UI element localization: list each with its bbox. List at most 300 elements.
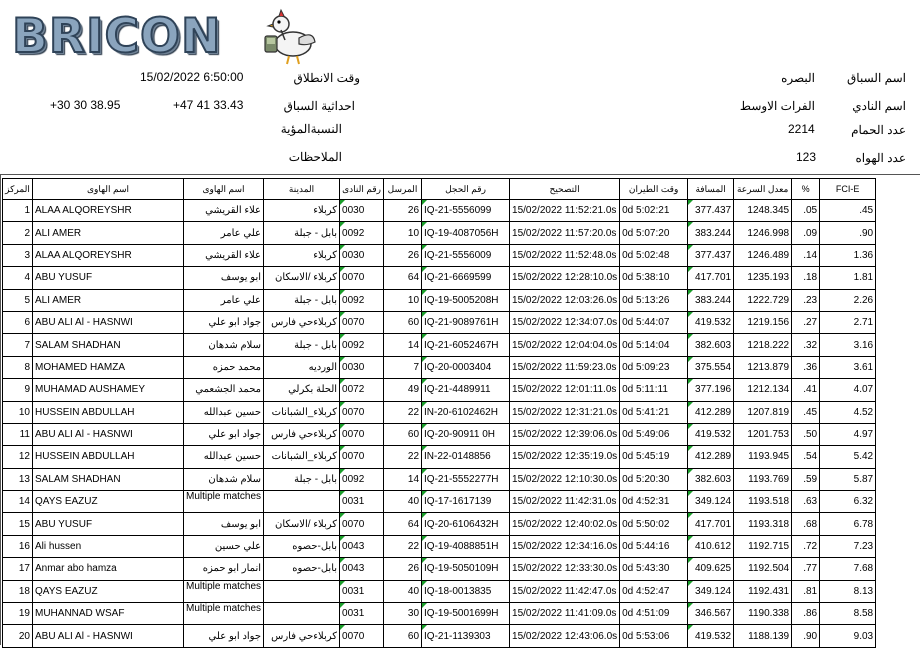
cell-name: QAYS EAZUZ	[33, 491, 184, 513]
cell-distance: 349.124	[688, 491, 734, 513]
cell-fci: 3.61	[820, 356, 876, 378]
cell-flight: 0d 4:52:47	[620, 580, 688, 602]
table-row	[3, 222, 876, 244]
cell-sender: 40	[384, 580, 422, 602]
race-name-value: البصره	[781, 71, 815, 85]
cell-club: 0092	[340, 468, 384, 490]
cell-clock: 15/02/2022 11:52:48.0s	[510, 244, 620, 266]
cell-flight: 0d 5:44:16	[620, 535, 688, 557]
cell-distance: 346.567	[688, 603, 734, 625]
cell-name: ABU ALI Al - HASNWI	[33, 423, 184, 445]
cell-ring: IQ-21-6669599	[422, 267, 510, 289]
cell-distance: 417.701	[688, 267, 734, 289]
cell-flight: 0d 5:44:07	[620, 311, 688, 333]
cell-name-ar: حسين عبدالله	[184, 401, 264, 423]
cell-clock: 15/02/2022 11:57:20.0s	[510, 222, 620, 244]
cell-name-ar: جواد ابو علي	[184, 311, 264, 333]
cell-flight: 0d 5:02:21	[620, 200, 688, 222]
cell-city: بابل - جبلة	[264, 468, 340, 490]
cell-city: بابل - جبلة	[264, 289, 340, 311]
cell-rank: 10	[3, 401, 33, 423]
cell-name-ar: سلام شدهان	[184, 334, 264, 356]
cell-club: 0043	[340, 535, 384, 557]
cell-fci: 6.78	[820, 513, 876, 535]
cell-pct: .23	[792, 289, 820, 311]
cell-name: ABU YUSUF	[33, 267, 184, 289]
header-fancier-en: اسم الهاوى	[33, 179, 184, 200]
cell-rank: 12	[3, 446, 33, 468]
cell-fci: 2.26	[820, 289, 876, 311]
header-rank: المركز	[3, 179, 33, 200]
cell-pct: .86	[792, 603, 820, 625]
cell-name: ALI AMER	[33, 222, 184, 244]
cell-sender: 22	[384, 535, 422, 557]
cell-ring: IQ-20-90911 0H	[422, 423, 510, 445]
cell-name-ar: ابو يوسف	[184, 513, 264, 535]
cell-fci: 4.97	[820, 423, 876, 445]
cell-city	[264, 603, 340, 625]
cell-city: كربلاء	[264, 200, 340, 222]
fanciers-count-label: عدد الهواه	[855, 151, 906, 165]
cell-sender: 7	[384, 356, 422, 378]
cell-clock: 15/02/2022 11:42:47.0s	[510, 580, 620, 602]
cell-rank: 9	[3, 379, 33, 401]
cell-club: 0092	[340, 222, 384, 244]
cell-flight: 0d 5:53:06	[620, 625, 688, 647]
cell-clock: 15/02/2022 11:59:23.0s	[510, 356, 620, 378]
cell-distance: 382.603	[688, 468, 734, 490]
cell-name-ar: علي عامر	[184, 289, 264, 311]
cell-distance: 412.289	[688, 401, 734, 423]
cell-speed: 1192.715	[734, 535, 792, 557]
cell-name: HUSSEIN ABDULLAH	[33, 446, 184, 468]
cell-name: ABU ALI Al - HASNWI	[33, 311, 184, 333]
cell-club: 0030	[340, 356, 384, 378]
cell-clock: 15/02/2022 12:01:11.0s	[510, 379, 620, 401]
cell-rank: 1	[3, 200, 33, 222]
cell-sender: 60	[384, 423, 422, 445]
cell-ring: IQ-21-5552277H	[422, 468, 510, 490]
cell-city: كربلاء_الشبانات	[264, 446, 340, 468]
cell-city: بابل - جبلة	[264, 222, 340, 244]
club-name-value: الفرات الاوسط	[739, 99, 815, 113]
cell-clock: 15/02/2022 12:31:21.0s	[510, 401, 620, 423]
cell-sender: 26	[384, 558, 422, 580]
cell-speed: 1201.753	[734, 423, 792, 445]
cell-speed: 1188.139	[734, 625, 792, 647]
cell-sender: 22	[384, 401, 422, 423]
cell-name: Anmar abo hamza	[33, 558, 184, 580]
cell-pct: .36	[792, 356, 820, 378]
cell-distance: 412.289	[688, 446, 734, 468]
cell-rank: 17	[3, 558, 33, 580]
cell-sender: 10	[384, 289, 422, 311]
cell-club: 0043	[340, 558, 384, 580]
table-header	[3, 179, 876, 200]
cell-distance: 383.244	[688, 289, 734, 311]
table-row	[3, 423, 876, 445]
cell-clock: 15/02/2022 12:40:02.0s	[510, 513, 620, 535]
race-coordinates-label: احداثية السباق	[283, 99, 355, 113]
cell-fci: 8.58	[820, 603, 876, 625]
cell-ring: IQ-21-5556009	[422, 244, 510, 266]
cell-flight: 0d 5:13:26	[620, 289, 688, 311]
cell-speed: 1212.134	[734, 379, 792, 401]
cell-flight: 0d 4:51:09	[620, 603, 688, 625]
cell-pct: .45	[792, 401, 820, 423]
cell-pct: .59	[792, 468, 820, 490]
cell-pct: .54	[792, 446, 820, 468]
cell-name-ar: جواد ابو علي	[184, 625, 264, 647]
cell-speed: 1193.518	[734, 491, 792, 513]
cell-distance: 410.612	[688, 535, 734, 557]
cell-name: HUSSEIN ABDULLAH	[33, 401, 184, 423]
header-ring: رقم الحجل	[422, 179, 510, 200]
coordinate-lon: +30 30 38.95	[50, 98, 121, 112]
cell-speed: 1222.729	[734, 289, 792, 311]
cell-club: 0070	[340, 513, 384, 535]
cell-ring: IQ-19-5001699H	[422, 603, 510, 625]
pigeons-count-value: 2214	[788, 122, 815, 136]
table-row	[3, 446, 876, 468]
cell-rank: 13	[3, 468, 33, 490]
header-club-no: رقم النادى	[340, 179, 384, 200]
cell-name: MUHAMAD AUSHAMEY	[33, 379, 184, 401]
cell-sender: 64	[384, 267, 422, 289]
cell-fci: 1.81	[820, 267, 876, 289]
cell-distance: 382.603	[688, 334, 734, 356]
cell-pct: .68	[792, 513, 820, 535]
cell-city: كربلاءحي فارس	[264, 625, 340, 647]
fanciers-count-value: 123	[796, 150, 817, 164]
cell-name: SALAM SHADHAN	[33, 468, 184, 490]
cell-rank: 15	[3, 513, 33, 535]
cell-name: ALI AMER	[33, 289, 184, 311]
cell-fci: 3.16	[820, 334, 876, 356]
release-time-value: 15/02/2022 6:50:00	[140, 70, 244, 84]
cell-rank: 4	[3, 267, 33, 289]
cell-ring: IQ-17-1617139	[422, 491, 510, 513]
cell-name: MUHANNAD WSAF	[33, 603, 184, 625]
table-row	[3, 491, 876, 513]
cell-pct: .50	[792, 423, 820, 445]
cell-fci: .45	[820, 200, 876, 222]
table-row	[3, 401, 876, 423]
race-name-label: اسم السباق	[847, 71, 906, 85]
cell-flight: 0d 5:11:11	[620, 379, 688, 401]
cell-ring: IN-22-0148856	[422, 446, 510, 468]
cell-name-ar: محمد الجشعمي	[184, 379, 264, 401]
cell-fci: 1.36	[820, 244, 876, 266]
cell-city: الحلة بكرلي	[264, 379, 340, 401]
cell-city: الورديه	[264, 356, 340, 378]
cell-city	[264, 580, 340, 602]
cell-ring: IQ-20-0003404	[422, 356, 510, 378]
cell-speed: 1192.431	[734, 580, 792, 602]
cell-fci: 7.23	[820, 535, 876, 557]
header-fci: FCI-E	[820, 179, 876, 200]
cell-rank: 5	[3, 289, 33, 311]
percent-label: النسبةالمؤية	[280, 122, 342, 136]
cell-club: 0070	[340, 446, 384, 468]
cell-speed: 1248.345	[734, 200, 792, 222]
cell-distance: 377.196	[688, 379, 734, 401]
cell-clock: 15/02/2022 11:41:09.0s	[510, 603, 620, 625]
cell-club: 0070	[340, 401, 384, 423]
cell-club: 0070	[340, 267, 384, 289]
cell-ring: IN-20-6102462H	[422, 401, 510, 423]
table-row	[3, 289, 876, 311]
cell-name-ar: علي عامر	[184, 222, 264, 244]
cell-rank: 8	[3, 356, 33, 378]
cell-rank: 14	[3, 491, 33, 513]
cell-distance: 417.701	[688, 513, 734, 535]
cell-club: 0070	[340, 311, 384, 333]
header-city: المدينة	[264, 179, 340, 200]
cell-speed: 1193.318	[734, 513, 792, 535]
cell-club: 0092	[340, 289, 384, 311]
cell-distance: 419.532	[688, 423, 734, 445]
cell-ring: IQ-19-4087056H	[422, 222, 510, 244]
cell-name: ALAA ALQOREYSHR	[33, 244, 184, 266]
cell-name: SALAM SHADHAN	[33, 334, 184, 356]
cell-speed: 1213.879	[734, 356, 792, 378]
cell-speed: 1193.945	[734, 446, 792, 468]
cell-name-ar: علاء القريشي	[184, 244, 264, 266]
cell-pct: .27	[792, 311, 820, 333]
cell-clock: 15/02/2022 11:42:31.0s	[510, 491, 620, 513]
cell-flight: 0d 5:43:30	[620, 558, 688, 580]
cell-distance: 419.532	[688, 311, 734, 333]
header-fancier-ar: اسم الهاوى	[184, 179, 264, 200]
table-row	[3, 513, 876, 535]
cell-sender: 22	[384, 446, 422, 468]
cell-ring: IQ-21-5556099	[422, 200, 510, 222]
cell-rank: 6	[3, 311, 33, 333]
cell-clock: 15/02/2022 12:04:04.0s	[510, 334, 620, 356]
cell-clock: 15/02/2022 12:39:06.0s	[510, 423, 620, 445]
cell-ring: IQ-21-4489911	[422, 379, 510, 401]
cell-name: MOHAMED HAMZA	[33, 356, 184, 378]
cell-pct: .05	[792, 200, 820, 222]
cell-distance: 383.244	[688, 222, 734, 244]
cell-name-ar: انمار ابو حمزه	[184, 558, 264, 580]
cell-city	[264, 491, 340, 513]
cell-fci: 6.32	[820, 491, 876, 513]
cell-ring: IQ-19-5005208H	[422, 289, 510, 311]
cell-city: كربلاء /الاسكان	[264, 513, 340, 535]
cell-fci: 4.52	[820, 401, 876, 423]
cell-distance: 349.124	[688, 580, 734, 602]
header-percent: %	[792, 179, 820, 200]
cell-ring: IQ-19-5050109H	[422, 558, 510, 580]
header-flight: وقت الطيران	[620, 179, 688, 200]
cell-club: 0031	[340, 603, 384, 625]
table-row	[3, 625, 876, 647]
cell-flight: 0d 5:45:19	[620, 446, 688, 468]
cell-distance: 419.532	[688, 625, 734, 647]
table-row	[3, 356, 876, 378]
cell-flight: 0d 5:09:23	[620, 356, 688, 378]
cell-club: 0031	[340, 580, 384, 602]
cell-rank: 7	[3, 334, 33, 356]
cell-pct: .81	[792, 580, 820, 602]
table-row	[3, 535, 876, 557]
cell-clock: 15/02/2022 11:52:21.0s	[510, 200, 620, 222]
cell-speed: 1207.819	[734, 401, 792, 423]
cell-ring: IQ-21-1139303	[422, 625, 510, 647]
cell-fci: 9.03	[820, 625, 876, 647]
left-border	[0, 174, 1, 645]
pigeon-icon	[259, 8, 317, 66]
cell-city: كربلاء /الاسكان	[264, 267, 340, 289]
cell-speed: 1192.504	[734, 558, 792, 580]
table-row	[3, 603, 876, 625]
cell-ring: IQ-18-0013835	[422, 580, 510, 602]
cell-name-ar: سلام شدهان	[184, 468, 264, 490]
cell-sender: 10	[384, 222, 422, 244]
cell-ring: IQ-20-6106432H	[422, 513, 510, 535]
cell-speed: 1246.489	[734, 244, 792, 266]
cell-clock: 15/02/2022 12:34:07.0s	[510, 311, 620, 333]
cell-name: QAYS EAZUZ	[33, 580, 184, 602]
cell-name-ar: ابو يوسف	[184, 267, 264, 289]
cell-pct: .14	[792, 244, 820, 266]
cell-club: 0031	[340, 491, 384, 513]
table-row	[3, 334, 876, 356]
coordinate-lat: +47 41 33.43	[173, 98, 244, 112]
cell-ring: IQ-21-6052467H	[422, 334, 510, 356]
cell-name: ABU ALI Al - HASNWI	[33, 625, 184, 647]
cell-sender: 26	[384, 244, 422, 266]
cell-pct: .18	[792, 267, 820, 289]
cell-clock: 15/02/2022 12:28:10.0s	[510, 267, 620, 289]
cell-city: كربلاءحي فارس	[264, 423, 340, 445]
cell-fci: .90	[820, 222, 876, 244]
header-clock: التصحيح	[510, 179, 620, 200]
logo-text: BRICON	[12, 9, 222, 64]
cell-flight: 0d 5:02:48	[620, 244, 688, 266]
header-speed: معدل السرعة	[734, 179, 792, 200]
cell-flight: 0d 5:41:21	[620, 401, 688, 423]
cell-fci: 7.68	[820, 558, 876, 580]
cell-city: كربلاء	[264, 244, 340, 266]
cell-rank: 16	[3, 535, 33, 557]
cell-flight: 0d 5:07:20	[620, 222, 688, 244]
cell-distance: 377.437	[688, 244, 734, 266]
cell-clock: 15/02/2022 12:43:06.0s	[510, 625, 620, 647]
table-row	[3, 267, 876, 289]
results-table	[2, 178, 876, 648]
cell-speed: 1246.998	[734, 222, 792, 244]
cell-speed: 1219.156	[734, 311, 792, 333]
cell-club: 0030	[340, 244, 384, 266]
cell-city: بابل-حصوه	[264, 558, 340, 580]
cell-pct: .32	[792, 334, 820, 356]
cell-name-ar: علاء القريشي	[184, 200, 264, 222]
cell-sender: 26	[384, 200, 422, 222]
cell-pct: .63	[792, 491, 820, 513]
table-row	[3, 244, 876, 266]
cell-name-ar: جواد ابو علي	[184, 423, 264, 445]
cell-city: بابل - جبلة	[264, 334, 340, 356]
cell-city: كربلاء_الشبانات	[264, 401, 340, 423]
cell-pct: .90	[792, 625, 820, 647]
cell-sender: 60	[384, 625, 422, 647]
cell-club: 0030	[340, 200, 384, 222]
cell-club: 0070	[340, 423, 384, 445]
cell-distance: 375.554	[688, 356, 734, 378]
cell-flight: 0d 4:52:31	[620, 491, 688, 513]
cell-distance: 409.625	[688, 558, 734, 580]
cell-fci: 8.13	[820, 580, 876, 602]
cell-rank: 11	[3, 423, 33, 445]
table-row	[3, 580, 876, 602]
cell-club: 0070	[340, 625, 384, 647]
cell-fci: 2.71	[820, 311, 876, 333]
table-row	[3, 379, 876, 401]
cell-rank: 18	[3, 580, 33, 602]
cell-name: Ali hussen	[33, 535, 184, 557]
cell-city: كربلاءحي فارس	[264, 311, 340, 333]
table-row	[3, 200, 876, 222]
cell-pct: .77	[792, 558, 820, 580]
cell-flight: 0d 5:38:10	[620, 267, 688, 289]
cell-speed: 1190.338	[734, 603, 792, 625]
cell-fci: 5.42	[820, 446, 876, 468]
club-name-label: اسم النادي	[852, 99, 906, 113]
table-row	[3, 468, 876, 490]
cell-name-ar: حسين عبدالله	[184, 446, 264, 468]
bricon-logo	[12, 6, 312, 68]
cell-name-ar: Multiple matches	[184, 580, 264, 602]
cell-flight: 0d 5:49:06	[620, 423, 688, 445]
pigeons-count-label: عدد الحمام	[851, 123, 906, 137]
cell-clock: 15/02/2022 12:03:26.0s	[510, 289, 620, 311]
cell-ring: IQ-21-9089761H	[422, 311, 510, 333]
cell-clock: 15/02/2022 12:10:30.0s	[510, 468, 620, 490]
cell-fci: 4.07	[820, 379, 876, 401]
cell-sender: 49	[384, 379, 422, 401]
release-time-label: وقت الانطلاق	[293, 71, 360, 85]
cell-fci: 5.87	[820, 468, 876, 490]
cell-name-ar: Multiple matches	[184, 603, 264, 625]
cell-clock: 15/02/2022 12:35:19.0s	[510, 446, 620, 468]
cell-name: ALAA ALQOREYSHR	[33, 200, 184, 222]
cell-flight: 0d 5:14:04	[620, 334, 688, 356]
cell-speed: 1235.193	[734, 267, 792, 289]
cell-club: 0092	[340, 334, 384, 356]
cell-distance: 377.437	[688, 200, 734, 222]
cell-rank: 2	[3, 222, 33, 244]
cell-rank: 3	[3, 244, 33, 266]
cell-sender: 40	[384, 491, 422, 513]
cell-clock: 15/02/2022 12:34:16.0s	[510, 535, 620, 557]
cell-clock: 15/02/2022 12:33:30.0s	[510, 558, 620, 580]
cell-name-ar: علي حسين	[184, 535, 264, 557]
cell-sender: 14	[384, 334, 422, 356]
cell-name-ar: محمد حمزه	[184, 356, 264, 378]
notes-label: الملاحظات	[288, 150, 342, 164]
cell-flight: 0d 5:50:02	[620, 513, 688, 535]
header-distance: المسافة	[688, 179, 734, 200]
cell-sender: 60	[384, 311, 422, 333]
header-sender: المرسل	[384, 179, 422, 200]
cell-speed: 1218.222	[734, 334, 792, 356]
cell-rank: 19	[3, 603, 33, 625]
cell-club: 0072	[340, 379, 384, 401]
cell-sender: 30	[384, 603, 422, 625]
